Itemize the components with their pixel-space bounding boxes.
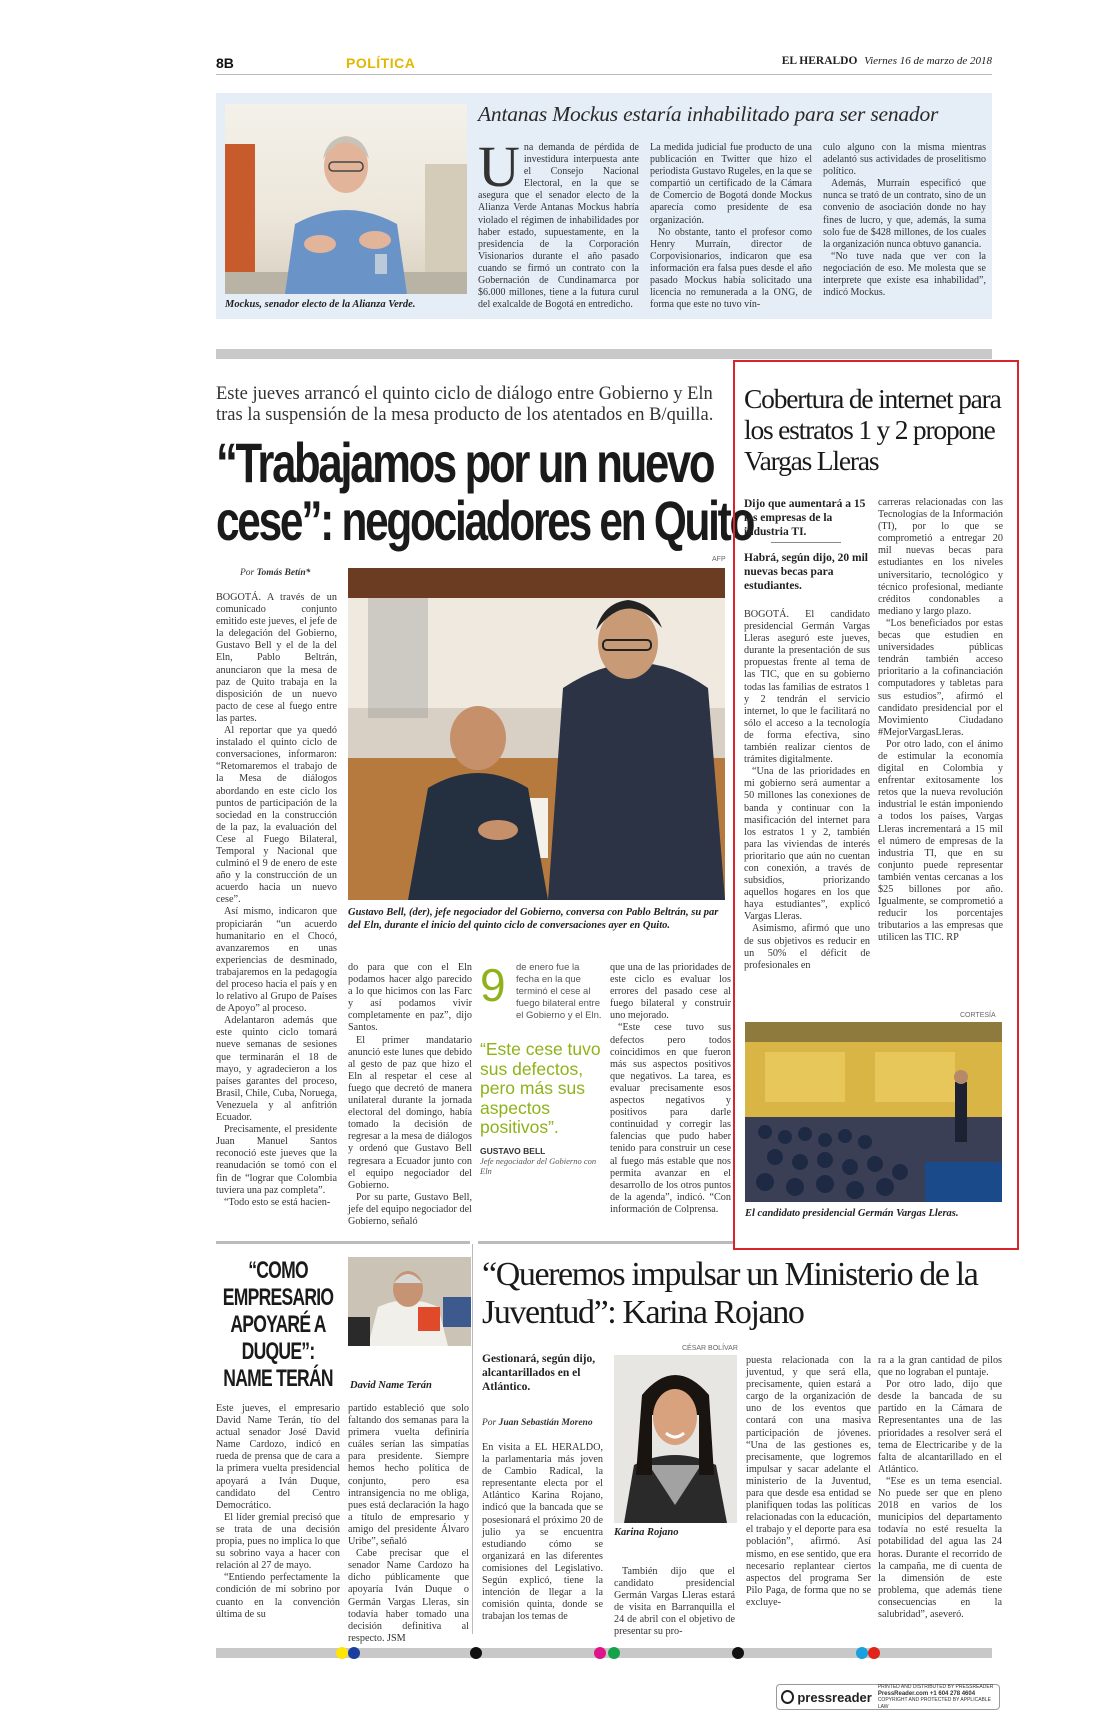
- masthead: [700, 55, 992, 67]
- eln-col-2: [348, 962, 472, 1228]
- eln-byline-name: Tomás Betín*: [256, 568, 311, 578]
- mockus-col-3-para-2: Además, Murraín especificó que nunca se trató de un contrato, sino de un convenio de asociación donde no hay fines de lucro, y que, además, la suma solo fue de $428 millones, de los cuales la organización nunca obtuvo ganancia.: [823, 178, 986, 250]
- vargas-summary-2: Habrá, según dijo, 20 mil nuevas becas para estudiantes.: [744, 552, 868, 592]
- mockus-col-1-text: na demanda de pérdida de investidura interpuesta ante el Consejo Nacional Electoral, en la que se asegura que el senador electo de la Alianza Verde Antanas Mockus habría violado el régimen de inhabilidades por haber estado, supuestamente, en la presidencia de la Corporación Visionarios durante el año pasado cuando se firmó un contrato con la Gobernación de Cundinamarca por $6.000 millones, tiene a la futura curul del exalcalde de Bogotá en entredicho.: [478, 142, 639, 311]
- pressreader-notice-1: PRINTED AND DISTRIBUTED BY PRESSREADER: [877, 1684, 994, 1690]
- rojano-col-2: [614, 1566, 735, 1639]
- registration-dot-black-2: [732, 1647, 744, 1659]
- eln-photo-credit: AFP: [712, 556, 726, 563]
- mockus-col-2-para-2: No obstante, tanto el profesor como Henry Murraín, director de Corpovisionarios, indicaron que esa información era falsa pues desde el año pasado Mockus había solicitado una licencia no remunerada a la ONG, de forma que este no tuvo vín-: [650, 226, 812, 311]
- eln-col-1-para-4: Adelantaron además que este quinto ciclo tomará nueve semanas de sesiones que terminarán el 18 de mayo, y agradecieron a los países garantes del proceso, Brasil, Chile, Cuba, Noruega, Venezuela y al anfitrión Ecuador.: [216, 1015, 337, 1124]
- eln-col-1-para-3: Así mismo, indicaron que propiciarán “un acuerdo humanitario en el Chocó, avanzaremos en unas experiencias de desminado, trabajaremos en la pedagogía del proceso hacia el país y en lo relativo al Grupo de Países de Apoyo” al proceso.: [216, 906, 337, 1015]
- registration-dot-magenta: [594, 1647, 606, 1659]
- teran-headline-wrap: [216, 1257, 340, 1392]
- newspaper-name: EL HERALDO: [781, 55, 858, 67]
- registration-dot-green: [608, 1647, 620, 1659]
- pressreader-logo-icon: [781, 1690, 794, 1704]
- rojano-photo-art: [614, 1355, 737, 1523]
- vargas-col-2-para-2: “Los beneficiados por estas becas que estudien en universidades públicas tendrán también acceso prioritario a la cofinanciación computadores y tabletas para sus estudios”, afirmó el candidato presidencial por el Movimiento Ciudadano #MejorVargasLleras.: [878, 617, 1003, 738]
- bottom-rule-left: [216, 1241, 470, 1244]
- pressreader-brand: pressreader: [797, 1689, 872, 1705]
- rojano-photo: [614, 1355, 737, 1523]
- eln-photo-caption: Gustavo Bell, (der), jefe negociador del Gobierno, conversa con Pablo Beltrán, su par del Eln, durante el inicio del quinto ciclo de conversaciones ayer en Quito.: [348, 907, 719, 931]
- rojano-byline-prefix: Por: [482, 1418, 497, 1428]
- mockus-headline: Antanas Mockus estaría inhabilitado para ser senador: [478, 102, 939, 126]
- vargas-col-1-para-3: Asimismo, afirmó que uno de sus objetivos es reducir en un 50% el déficit de profesionales en: [744, 923, 870, 971]
- vargas-photo: [745, 1022, 1002, 1202]
- eln-byline-prefix: Por: [240, 568, 255, 578]
- eln-quote-role: Jefe negociador del Gobierno con Eln: [480, 1155, 597, 1176]
- page-number: 8B: [216, 55, 234, 71]
- registration-dot-black-1: [470, 1647, 482, 1659]
- teran-col-1-para-2: El líder gremial precisó que se trata de una decisión propia, pues no implica lo que su sobrino vaya a hacer con relación al 27 de mayo.: [216, 1511, 340, 1572]
- eln-col-2-para-2: El primer mandatario anunció este lunes que debido al gesto de paz que hizo el Eln al respetar el cese al fuego que decretó de manera unilateral durante la jornada electoral del domingo, había tomado la decisión de regresar a la mesa de diálogos y ordenó que Gustavo Bell regresara a Ecuador junto con el equipo negociador del Gobierno.: [348, 1034, 472, 1191]
- rojano-col-4-para-1: ra a la gran cantidad de pilos que no lograban el puntaje.: [878, 1355, 1002, 1379]
- teran-col-1: [216, 1403, 340, 1621]
- rojano-byline: [482, 1418, 593, 1428]
- teran-col-2-para-2: Cabe precisar que el senador Name Cardozo ha dicho públicamente que apoyaría Iván Duque o Germán Vargas Lleras, sin todavía haber tomado una decisión definitiva al respecto. JSM: [348, 1548, 469, 1644]
- rojano-photo-caption: Karina Rojano: [614, 1527, 679, 1538]
- vargas-photo-caption: El candidato presidencial Germán Vargas Lleras.: [745, 1208, 959, 1219]
- eln-col-1-para-1: BOGOTÁ. A través de un comunicado conjunto emitido este jueves, el jefe de la delegación del Gobierno, Gustavo Bell y el de la del Eln, Pablo Beltrán, anunciaron que la mesa de paz de Quito trabaja en la disposición de un nuevo pacto de cese al fuego entre las partes.: [216, 592, 337, 724]
- vargas-col-1-para-2: “Una de las prioridades en mi gobierno será aumentar a 50 millones las conexiones de banda y continuar con la masificación del internet para los estratos 1 y 2, también para las viviendas de interés prioritario que aún no cuentan con conexión, a través de subsidios, priorizando aquellos hogares en los que haya estudiantes”, explicó Vargas Lleras.: [744, 766, 870, 923]
- rojano-col-1-para-1: En visita a EL HERALDO, la parlamentaria más joven de Cambio Radical, la representante electa por el Atlántico Karina Rojano, indicó que la bancada que se posesionará el próximo 20 de julio ya se encuentra estudiando cómo se organizará en las diferentes comisiones del Legislativo. Según explicó, tiene la intención de llegar a la comisión quinta, donde se trabajan los temas de: [482, 1442, 603, 1623]
- section-label: POLÍTICA: [346, 55, 416, 71]
- eln-col-4-para-2: “Este cese tuvo sus defectos pero todos coincidimos en que fueron más sus aspectos positivos que negativos. La tarea, es evaluar precisamente esos aspectos negativos y positivos para darle continuidad y corregir las falencias que pudo haber tenido para construir un cese al fuego más estable que nos permita avanzar en el desarrollo de los otros puntos de la agenda”, indicó. “Con información de Colprensa.: [610, 1022, 731, 1215]
- vargas-col-1-para-1: BOGOTÁ. El candidato presidencial Germán Vargas Lleras aseguró este jueves, durante la presentación de sus propuestas frente al tema de las TIC, que en su gobierno todas las familias de estratos 1 y 2 tendrán el servicio internet, lo que le facilitará no sólo el acceso a la tecnología de forma efectiva, sino también realizar cientos de trámites digitalmente.: [744, 609, 870, 766]
- mockus-col-3: [823, 142, 986, 299]
- bottom-rule-right: [478, 1241, 733, 1244]
- pressreader-badge[interactable]: [776, 1684, 1000, 1710]
- eln-quote-author: GUSTAVO BELL: [480, 1145, 546, 1156]
- vargas-col-2-para-3: Por otro lado, con el ánimo de estimular la economía digital en Colombia y enfrentar exitosamente los retos que la nueva revolución industrial le están imponiendo a todos los países, Vargas Lleras incrementará a 15 mil el número de empresas de la industria TI, que en su conjunto puede representar también ventas cercanas a los $25 billones por año. Igualmente, se comprometió a reducir los porcentajes tributarios a las empresas que utilicen las TIC. RP: [878, 738, 1003, 944]
- vargas-summary-divider: [771, 542, 841, 543]
- mockus-col-1: [478, 134, 639, 311]
- eln-headline-line-2: cese”: negociadores en Quito: [216, 489, 754, 552]
- vargas-col-2-para-1: carreras relacionadas con las Tecnologías de la Información (TI), por lo que se comprometió a entregar 20 mil nuevas becas para estudiantes en los niveles universitario, tecnológico y técnico profesional, mediante créditos condonables a mediano y largo plazo.: [878, 497, 1003, 617]
- rojano-col-3-para-1: puesta relacionada con la juventud, y que será ella, precisamente, quien estará a cargo de la organización de uno de los eventos que contará con una masiva participación de jóvenes. “Una de las gestiones es, precisamente, que logremos impulsar y sacar adelante el ministerio de la Juventud, para que desde esa entidad se planifiquen todas las políticas relacionadas con la educación, el trabajo y el deporte para esa población”, afirmó. Así mismo, en ese sentido, que era necesario replantear ciertos aspectos del programa Ser Pilo Paga, de forma que no se excluye-: [746, 1355, 871, 1608]
- eln-headline-line-1: “Trabajamos por un nuevo: [216, 431, 714, 494]
- registration-dot-red: [868, 1647, 880, 1659]
- eln-fact-box: [480, 959, 602, 1176]
- eln-col-4: [610, 962, 731, 1216]
- mockus-photo: [225, 104, 467, 294]
- eln-col-1-para-5: Precisamente, el presidente Juan Manuel Santos reconoció este jueves que la reanudación se tomó con el fin de “lograr que Colombia tuviera una paz completa”.: [216, 1124, 337, 1196]
- rojano-col-4-para-3: “Ese es un tema esencial. No puede ser que en pleno 2018 en varios de los municipios del departamento todavía no esté resuelta la potabilidad del agua las 24 horas. Durante el recorrido de la campaña, me di cuenta de la dimensión de este problema, que además tiene consecuencias en la salubridad”, aseveró.: [878, 1475, 1002, 1620]
- vargas-col-1: [744, 609, 870, 972]
- teran-photo-art: [348, 1257, 471, 1346]
- eln-photo: [348, 568, 725, 900]
- eln-byline: [240, 568, 310, 578]
- vargas-headline: Cobertura de internet para los estratos 1 y 2 propone Vargas Lleras: [744, 383, 1001, 476]
- teran-col-2-para-1: partido estableció que solo faltando dos semanas para la primera vuelta definiría cuáles serían las simpatías para presidente. Siempre hemos hecho política de conjunto, pero esa intransigencia no me obliga, pues está declaración la hago a título de empresario y amigo del presidente Álvaro Uribe”, señaló: [348, 1403, 469, 1548]
- eln-col-4-para-1: que una de las prioridades de este ciclo es evaluar los errores del pasado cese al fuego bilateral y construir uno mejorado.: [610, 962, 731, 1022]
- pressreader-notice-3: COPYRIGHT AND PROTECTED BY APPLICABLE LAW: [877, 1697, 991, 1710]
- pressreader-notice: [878, 1684, 995, 1710]
- publication-date: Viernes 16 de marzo de 2018: [864, 55, 992, 67]
- registration-color-bar: [216, 1648, 992, 1658]
- vargas-photo-credit: CORTESÍA: [960, 1012, 996, 1019]
- mockus-col-3-para-1: culo alguno con la misma mientras adelantó sus actividades de proselitismo político.: [823, 142, 986, 178]
- mockus-col-3-para-3: “No tuve nada que ver con la negociación de eso. Me molesta que se interprete que existe esa inhabilidad”, indicó Mockus.: [823, 250, 986, 299]
- pressreader-notice-2: PressReader.com +1 604 278 4604: [877, 1690, 976, 1697]
- vargas-col-2: [878, 497, 1003, 944]
- rojano-col-4: [878, 1355, 1002, 1621]
- registration-dot-blue: [348, 1647, 360, 1659]
- teran-col-1-para-3: “Entiendo perfectamente la condición de mi sobrino por cuanto en la convención última de su: [216, 1572, 340, 1620]
- eln-quote: “Este cese tuvo sus defectos, pero más sus aspectos positivos”.: [480, 1039, 601, 1137]
- rojano-byline-name: Juan Sebastián Moreno: [498, 1418, 593, 1428]
- teran-col-1-para-1: Este jueves, el empresario David Name Terán, tío del actual senador José David Name Cardozo, indicó en rueda de prensa que de cara a la primera vuelta presidencial apoyará a Iván Duque, candidato del Centro Democrático.: [216, 1403, 340, 1511]
- rojano-col-4-para-2: Por otro lado, dijo que desde la bancada de su partido en la Cámara de Representantes una de las prioridades a resolver será el tema de Electricaribe y de la falta de alcantarillado en el Atlántico.: [878, 1379, 1002, 1475]
- eln-col-2-para-3: Por su parte, Gustavo Bell, jefe del equipo negociador del Gobierno, señaló: [348, 1191, 472, 1227]
- teran-headline: “COMO EMPRESARIO APOYARÉ A DUQUE”: NAME TERÁN: [222, 1257, 334, 1392]
- rojano-col-3: [746, 1355, 871, 1609]
- rojano-col-2-para-1: También dijo que el candidato presidencial Germán Vargas Lleras estará de visita en Barranquilla el 24 de abril con el objetivo de presentar su pro-: [614, 1566, 735, 1638]
- teran-photo: [348, 1257, 471, 1346]
- eln-photo-art: [348, 568, 725, 900]
- registration-dot-yellow: [336, 1647, 348, 1659]
- rojano-col-1: [482, 1442, 603, 1623]
- eln-col-2-para-1: do para que con el Eln podamos hacer algo parecido a lo que hicimos con las Farc y así podamos vivir completamente en paz”, dijo Santos.: [348, 962, 472, 1034]
- eln-col-1-para-6: “Todo esto se está hacien-: [224, 1196, 331, 1208]
- eln-fact-number: 9: [480, 959, 506, 1011]
- eln-kicker: Este jueves arrancó el quinto ciclo de diálogo entre Gobierno y Eln tras la suspensión de la mesa producto de los atentados en B/quilla.: [216, 384, 714, 425]
- header-rule: [216, 74, 992, 75]
- teran-photo-caption: David Name Terán: [350, 1380, 432, 1391]
- section-divider-band: [216, 349, 992, 359]
- rojano-summary: Gestionará, según dijo, alcantarillados en el Atlántico.: [482, 1353, 596, 1393]
- rojano-headline: “Queremos impulsar un Ministerio de la Juventud”: Karina Rojano: [482, 1256, 978, 1331]
- vargas-summary-1: Dijo que aumentará a 15 las empresas de la industria TI.: [744, 498, 866, 538]
- bottom-column-divider: [472, 1244, 473, 1634]
- mockus-caption: Mockus, senador electo de la Alianza Verde.: [225, 299, 416, 310]
- mockus-col-2-para-1: La medida judicial fue producto de una publicación en Twitter que hizo el periodista Gustavo Rugeles, en la que se compartió un certificado de la Cámara de Comercio de Bogotá donde Mockus aparecía como presidente de esa organización.: [650, 142, 812, 226]
- vargas-photo-art: [745, 1022, 1002, 1202]
- eln-fact-text: de enero fue la fecha en la que terminó el cese al fuego bilateral entre el Gobierno y el Eln.: [516, 962, 602, 1021]
- mockus-col-2: [650, 142, 812, 311]
- registration-dot-cyan: [856, 1647, 868, 1659]
- mockus-photo-art: [225, 104, 467, 294]
- mockus-dropcap: U: [478, 134, 520, 199]
- eln-col-1: [216, 592, 337, 1209]
- teran-col-2: [348, 1403, 469, 1645]
- rojano-photo-credit: CÉSAR BOLÍVAR: [682, 1345, 738, 1352]
- eln-col-1-para-2: Al reportar que ya quedó instalado el quinto ciclo de conversaciones, informaron: “Retomaremos el trabajo de la Mesa de diálogos abordando en este ciclo los puntos de participación de la sociedad en la construcción de la paz, la evaluación del Cese al Fuego Bilateral, Temporal y Nacional que culminó el 9 de enero de este año y la construcción de un acuerdo hacia un nuevo cese”.: [216, 725, 337, 906]
